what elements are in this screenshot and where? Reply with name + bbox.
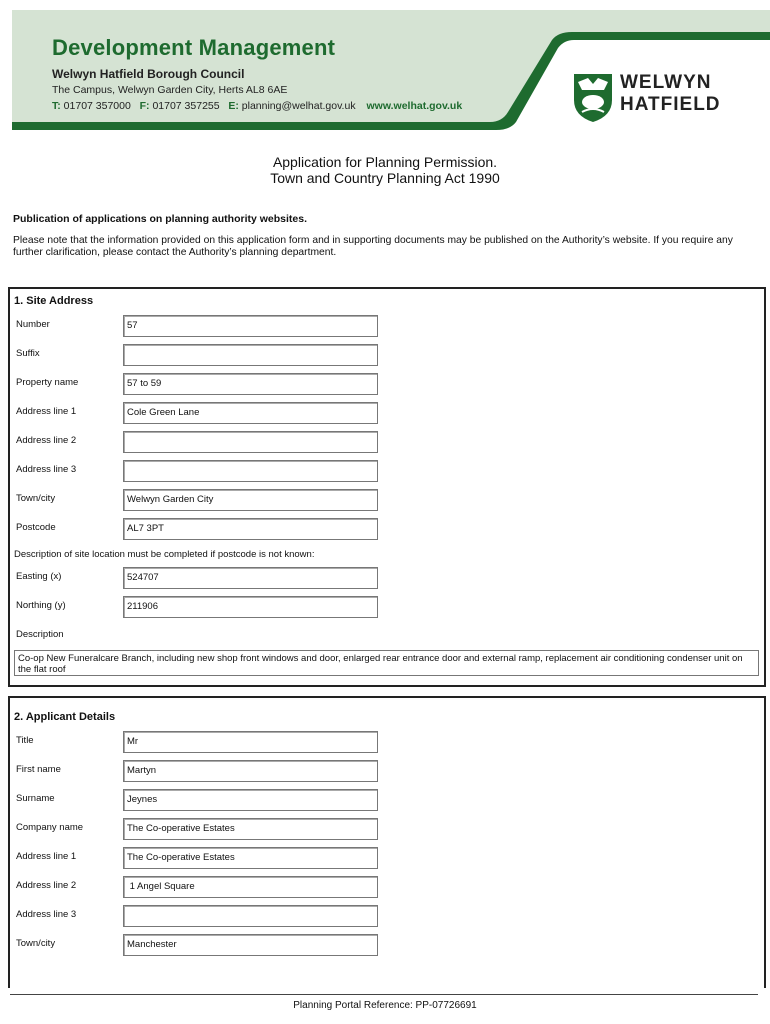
field-label: Surname bbox=[16, 793, 55, 804]
logo-wordmark bbox=[620, 72, 721, 116]
council-name: Welwyn Hatfield Borough Council bbox=[52, 67, 245, 81]
section-title: 2. Applicant Details bbox=[14, 711, 116, 723]
applicant-details-section bbox=[8, 696, 766, 988]
email-link[interactable]: planning@welhat.gov.uk bbox=[241, 100, 356, 112]
field-label: Address line 3 bbox=[16, 909, 77, 920]
doc-title-line2: Town and Country Planning Act 1990 bbox=[270, 170, 500, 186]
first-name-field[interactable]: Martyn bbox=[123, 760, 378, 782]
field-label: Property name bbox=[16, 377, 79, 388]
contact-line bbox=[52, 100, 462, 112]
footer-divider bbox=[10, 994, 758, 995]
field-label: Suffix bbox=[16, 348, 40, 359]
applicant-address-line3-field[interactable] bbox=[123, 905, 378, 927]
field-label: Description bbox=[16, 629, 64, 640]
phone-label: T: bbox=[52, 100, 61, 112]
field-label: Address line 2 bbox=[16, 880, 77, 891]
property-name-field[interactable]: 57 to 59 bbox=[123, 373, 378, 395]
email-label: E: bbox=[228, 100, 239, 112]
welwyn-hatfield-logo bbox=[572, 72, 752, 130]
description-field[interactable]: Co-op New Funeralcare Branch, including new shop front windows and door, enlarged rear entrance door and external ramp, replacement air conditioning condenser unit on the flat roof bbox=[14, 650, 759, 676]
header-banner bbox=[12, 10, 770, 130]
field-label: Address line 1 bbox=[16, 406, 77, 417]
field-label: Company name bbox=[16, 822, 84, 833]
field-label: Easting (x) bbox=[16, 571, 62, 582]
title-field[interactable]: Mr bbox=[123, 731, 378, 753]
number-field[interactable]: 57 bbox=[123, 315, 378, 337]
website-link[interactable]: www.welhat.gov.uk bbox=[366, 100, 463, 112]
fax-label: F: bbox=[139, 100, 150, 112]
postcode-field[interactable]: AL7 3PT bbox=[123, 518, 378, 540]
field-label: Address line 1 bbox=[16, 851, 77, 862]
address-line1-field[interactable]: Cole Green Lane bbox=[123, 402, 378, 424]
company-name-field[interactable]: The Co-operative Estates bbox=[123, 818, 378, 840]
field-label: Town/city bbox=[16, 938, 56, 949]
field-label: Address line 3 bbox=[16, 464, 77, 475]
northing-field[interactable]: 211906 bbox=[123, 596, 378, 618]
fax-value: 01707 357255 bbox=[152, 100, 220, 112]
doc-title-line1: Application for Planning Permission. bbox=[272, 154, 498, 170]
phone-value: 01707 357000 bbox=[63, 100, 131, 112]
field-label: Title bbox=[16, 735, 34, 746]
field-label: Northing (y) bbox=[16, 600, 66, 611]
publication-heading: Publication of applications on planning authority websites. bbox=[13, 213, 308, 225]
surname-field[interactable]: Jeynes bbox=[123, 789, 378, 811]
address-line2-field[interactable] bbox=[123, 431, 378, 453]
address-line3-field[interactable] bbox=[123, 460, 378, 482]
planning-portal-reference: Planning Portal Reference: PP-07726691 bbox=[293, 1000, 477, 1011]
applicant-address-line2-field[interactable]: 1 Angel Square bbox=[123, 876, 378, 898]
town-city-field[interactable]: Welwyn Garden City bbox=[123, 489, 378, 511]
suffix-field[interactable] bbox=[123, 344, 378, 366]
council-address: The Campus, Welwyn Garden City, Herts AL8 6AE bbox=[52, 84, 288, 96]
publication-note: Please note that the information provided on this application form and in supporting documents may be published on the Authority’s website. If you require any further clarification, please contact the Authority’s planning department. bbox=[13, 235, 733, 258]
applicant-town-city-field[interactable]: Manchester bbox=[123, 934, 378, 956]
field-label: Address line 2 bbox=[16, 435, 77, 446]
location-note: Description of site location must be completed if postcode is not known: bbox=[14, 549, 315, 560]
banner-title: Development Management bbox=[52, 35, 336, 60]
logo-line2: HATFIELD bbox=[620, 94, 721, 115]
field-label: Postcode bbox=[16, 522, 56, 533]
site-address-section bbox=[8, 287, 766, 687]
field-label: Number bbox=[16, 319, 50, 330]
shield-icon bbox=[572, 72, 614, 124]
applicant-address-line1-field[interactable]: The Co-operative Estates bbox=[123, 847, 378, 869]
logo-line1: WELWYN bbox=[620, 72, 712, 93]
section-title: 1. Site Address bbox=[14, 295, 94, 307]
field-label: First name bbox=[16, 764, 61, 775]
field-label: Town/city bbox=[16, 493, 56, 504]
easting-field[interactable]: 524707 bbox=[123, 567, 378, 589]
